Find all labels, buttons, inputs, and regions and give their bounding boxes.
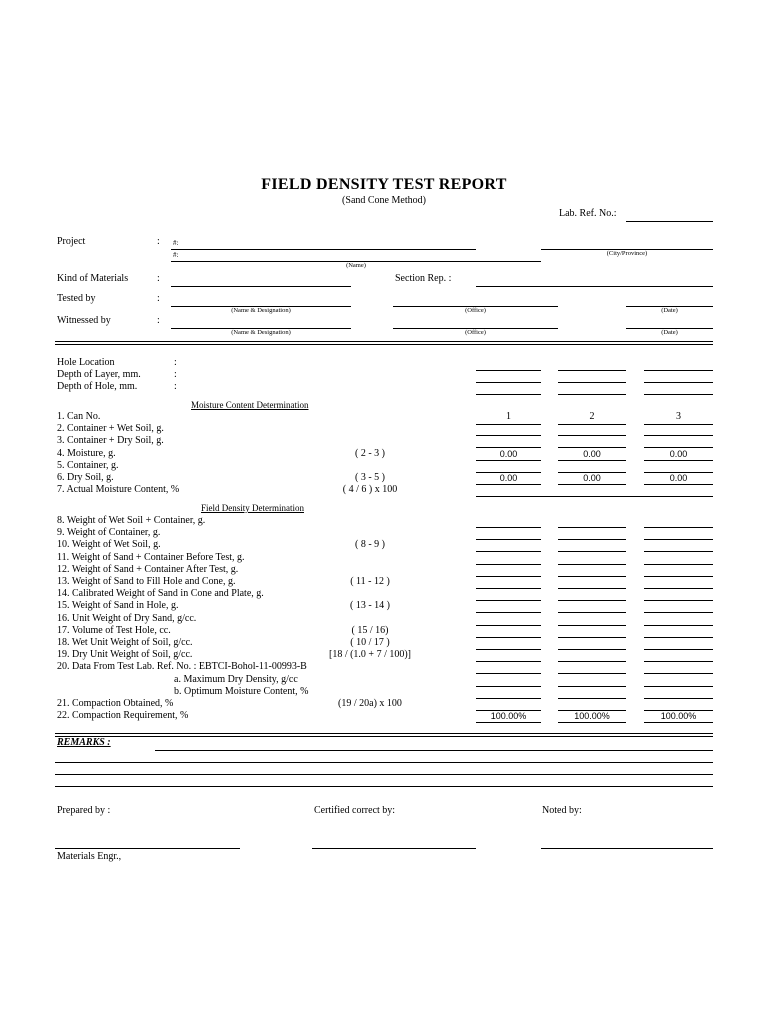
moisture-row-label: 5. Container, g. xyxy=(57,460,119,471)
tested-by-colon: : xyxy=(157,293,160,304)
value-field[interactable] xyxy=(558,600,626,601)
value-field[interactable] xyxy=(476,460,541,461)
value-cell: 0.00 xyxy=(669,449,688,459)
trial-column-header: 3 xyxy=(676,411,681,422)
density-row-label: 14. Calibrated Weight of Sand in Cone and Plate, g. xyxy=(57,588,264,599)
value-field[interactable] xyxy=(558,722,626,723)
value-field[interactable] xyxy=(558,435,626,436)
tested-by-label: Tested by xyxy=(57,293,96,304)
hole-value-field[interactable] xyxy=(558,382,626,383)
hole-value-field[interactable] xyxy=(558,394,626,395)
moisture-row-formula: ( 4 / 6 ) x 100 xyxy=(342,484,398,495)
value-field[interactable] xyxy=(476,424,541,425)
moisture-row-formula: ( 2 - 3 ) xyxy=(355,448,385,459)
city-province-caption: (City/Province) xyxy=(606,250,648,257)
hole-row-label: Hole Location xyxy=(57,357,115,368)
value-field[interactable] xyxy=(644,625,713,626)
value-field[interactable] xyxy=(558,698,626,699)
noted-by-label: Noted by: xyxy=(542,805,582,816)
value-field[interactable] xyxy=(644,484,713,485)
hole-value-field[interactable] xyxy=(558,370,626,371)
value-field[interactable] xyxy=(644,576,713,577)
moisture-row-formula: ( 3 - 5 ) xyxy=(355,472,385,483)
value-field[interactable] xyxy=(558,686,626,687)
moisture-heading: Moisture Content Determination xyxy=(191,400,309,410)
density-row-label: 11. Weight of Sand + Container Before Test, g. xyxy=(57,552,245,563)
value-field[interactable] xyxy=(644,424,713,425)
value-field[interactable] xyxy=(644,564,713,565)
value-field[interactable] xyxy=(476,649,541,650)
report-subtitle: (Sand Cone Method) xyxy=(342,195,426,206)
value-field[interactable] xyxy=(558,447,626,448)
value-cell: 0.00 xyxy=(499,449,518,459)
value-field[interactable] xyxy=(476,600,541,601)
hole-row-label: Depth of Hole, mm. xyxy=(57,381,138,392)
section-rep-field[interactable] xyxy=(476,286,713,287)
hole-value-field[interactable] xyxy=(476,370,541,371)
moisture-content-field[interactable] xyxy=(476,496,713,497)
moisture-row-label: 3. Container + Dry Soil, g. xyxy=(57,435,164,446)
section-rep-label: Section Rep. : xyxy=(395,273,452,284)
materials-label: Kind of Materials xyxy=(57,273,129,284)
project-line2-text: #: xyxy=(173,251,179,259)
project-line1-text: #: xyxy=(173,239,179,247)
density-row-label: 12. Weight of Sand + Container After Test, g. xyxy=(57,564,239,575)
value-field[interactable] xyxy=(644,447,713,448)
value-field[interactable] xyxy=(558,564,626,565)
value-field[interactable] xyxy=(476,484,541,485)
certified-by-label: Certified correct by: xyxy=(314,805,396,816)
tested-name-caption: (Name & Designation) xyxy=(231,307,291,314)
value-field[interactable] xyxy=(558,612,626,613)
value-field[interactable] xyxy=(558,527,626,528)
moisture-row-label: 6. Dry Soil, g. xyxy=(57,472,114,483)
density-row-label: 9. Weight of Container, g. xyxy=(57,527,161,538)
value-field[interactable] xyxy=(476,551,541,552)
name-caption: (Name) xyxy=(346,262,366,269)
value-cell: 100.00% xyxy=(490,711,527,721)
value-field[interactable] xyxy=(558,661,626,662)
value-field[interactable] xyxy=(644,673,713,674)
prepared-by-label: Prepared by : xyxy=(57,805,111,816)
witnessed-date-caption: (Date) xyxy=(661,329,678,336)
value-field[interactable] xyxy=(558,637,626,638)
header-divider xyxy=(55,341,713,345)
density-row-label: 20. Data From Test Lab. Ref. No. : EBTCI-Bohol-11-00993-B xyxy=(57,661,307,672)
value-field[interactable] xyxy=(644,600,713,601)
moisture-row-label: 7. Actual Moisture Content, % xyxy=(57,484,180,495)
density-row-formula: (19 / 20a) x 100 xyxy=(338,698,402,709)
hole-row-colon: : xyxy=(174,357,177,368)
value-field[interactable] xyxy=(476,564,541,565)
value-cell: 0.00 xyxy=(583,473,601,483)
value-cell: 0.00 xyxy=(583,449,601,459)
density-heading: Field Density Determination xyxy=(201,503,304,513)
value-field[interactable] xyxy=(558,649,626,650)
project-name-field-1[interactable] xyxy=(171,249,476,250)
value-field[interactable] xyxy=(558,424,626,425)
value-field[interactable] xyxy=(558,484,626,485)
value-field[interactable] xyxy=(558,588,626,589)
project-label: Project xyxy=(57,236,86,247)
density-row-formula: ( 15 / 16) xyxy=(351,625,389,636)
hole-value-field[interactable] xyxy=(644,382,713,383)
hole-row-colon: : xyxy=(174,381,177,392)
density-row-label: 16. Unit Weight of Dry Sand, g/cc. xyxy=(57,613,197,624)
materials-colon: : xyxy=(157,273,160,284)
prepared-by-signature-line[interactable] xyxy=(55,848,240,849)
project-colon: : xyxy=(157,236,160,247)
value-field[interactable] xyxy=(476,625,541,626)
value-cell: 0.00 xyxy=(499,473,518,483)
remarks-line-1[interactable] xyxy=(155,750,713,751)
density-row-label: b. Optimum Moisture Content, % xyxy=(174,686,309,697)
value-cell: 100.00% xyxy=(660,711,697,721)
value-field[interactable] xyxy=(644,527,713,528)
density-row-formula: ( 11 - 12 ) xyxy=(350,576,390,587)
value-field[interactable] xyxy=(476,698,541,699)
hole-row-colon: : xyxy=(174,369,177,380)
density-row-label: 21. Compaction Obtained, % xyxy=(57,698,174,709)
value-field[interactable] xyxy=(476,539,541,540)
value-field[interactable] xyxy=(476,637,541,638)
value-field[interactable] xyxy=(644,551,713,552)
value-field[interactable] xyxy=(644,637,713,638)
value-field[interactable] xyxy=(644,539,713,540)
density-row-label: 13. Weight of Sand to Fill Hole and Cone, g. xyxy=(57,576,236,587)
value-field[interactable] xyxy=(644,612,713,613)
report-title: FIELD DENSITY TEST REPORT xyxy=(261,176,507,193)
moisture-row-label: 1. Can No. xyxy=(57,411,101,422)
hole-value-field[interactable] xyxy=(476,394,541,395)
value-field[interactable] xyxy=(644,460,713,461)
value-field[interactable] xyxy=(644,698,713,699)
value-field[interactable] xyxy=(476,576,541,577)
hole-row-label: Depth of Layer, mm. xyxy=(57,369,141,380)
certified-by-signature-line[interactable] xyxy=(312,848,476,849)
density-row-formula: [18 / (1.0 + 7 / 100)] xyxy=(328,649,412,660)
value-field[interactable] xyxy=(476,588,541,589)
value-field[interactable] xyxy=(476,673,541,674)
trial-column-header: 1 xyxy=(506,411,511,422)
density-row-label: 19. Dry Unit Weight of Soil, g/cc. xyxy=(57,649,193,660)
value-field[interactable] xyxy=(476,612,541,613)
density-row-formula: ( 10 / 17 ) xyxy=(350,637,390,648)
value-cell: 0.00 xyxy=(669,473,688,483)
tested-date-caption: (Date) xyxy=(661,307,678,314)
witnessed-by-colon: : xyxy=(157,315,160,326)
trial-column-header: 2 xyxy=(589,411,595,422)
value-field[interactable] xyxy=(558,460,626,461)
tested-office-caption: (Office) xyxy=(465,307,486,314)
witnessed-name-caption: (Name & Designation) xyxy=(231,329,291,336)
value-field[interactable] xyxy=(644,649,713,650)
density-row-label: 22. Compaction Requirement, % xyxy=(57,710,189,721)
value-field[interactable] xyxy=(644,722,713,723)
remarks-divider xyxy=(55,733,713,737)
density-row-formula: ( 8 - 9 ) xyxy=(355,539,385,550)
witnessed-office-caption: (Office) xyxy=(465,329,486,336)
density-row-label: 18. Wet Unit Weight of Soil, g/cc. xyxy=(57,637,193,648)
value-field[interactable] xyxy=(644,686,713,687)
materials-engr-label: Materials Engr., xyxy=(57,851,122,862)
density-row-label: 17. Volume of Test Hole, cc. xyxy=(57,625,171,636)
value-field[interactable] xyxy=(476,435,541,436)
density-row-label: 8. Weight of Wet Soil + Container, g. xyxy=(57,515,206,526)
density-row-label: a. Maximum Dry Density, g/cc xyxy=(174,674,298,685)
noted-by-signature-line[interactable] xyxy=(541,848,713,849)
lab-ref-label: Lab. Ref. No.: xyxy=(559,208,617,219)
value-field[interactable] xyxy=(476,527,541,528)
value-field[interactable] xyxy=(476,722,541,723)
lab-ref-field[interactable] xyxy=(626,221,713,222)
moisture-row-label: 4. Moisture, g. xyxy=(57,448,116,459)
value-field[interactable] xyxy=(644,661,713,662)
materials-field[interactable] xyxy=(171,286,351,287)
moisture-row-label: 2. Container + Wet Soil, g. xyxy=(57,423,164,434)
hole-value-field[interactable] xyxy=(476,382,541,383)
remarks-line-3[interactable] xyxy=(55,774,713,775)
density-row-formula: ( 13 - 14 ) xyxy=(350,600,390,611)
value-field[interactable] xyxy=(558,551,626,552)
value-cell: 100.00% xyxy=(574,711,610,721)
hole-value-field[interactable] xyxy=(644,394,713,395)
remarks-label: REMARKS : xyxy=(57,737,111,748)
density-row-label: 15. Weight of Sand in Hole, g. xyxy=(57,600,179,611)
remarks-line-4[interactable] xyxy=(55,786,713,787)
value-field[interactable] xyxy=(476,447,541,448)
value-field[interactable] xyxy=(558,673,626,674)
witnessed-by-label: Witnessed by xyxy=(57,315,111,326)
value-field[interactable] xyxy=(558,625,626,626)
value-field[interactable] xyxy=(476,661,541,662)
value-field[interactable] xyxy=(476,686,541,687)
remarks-line-2[interactable] xyxy=(55,762,713,763)
value-field[interactable] xyxy=(644,435,713,436)
value-field[interactable] xyxy=(558,576,626,577)
value-field[interactable] xyxy=(558,539,626,540)
value-field[interactable] xyxy=(644,588,713,589)
density-row-label: 10. Weight of Wet Soil, g. xyxy=(57,539,161,550)
hole-value-field[interactable] xyxy=(644,370,713,371)
